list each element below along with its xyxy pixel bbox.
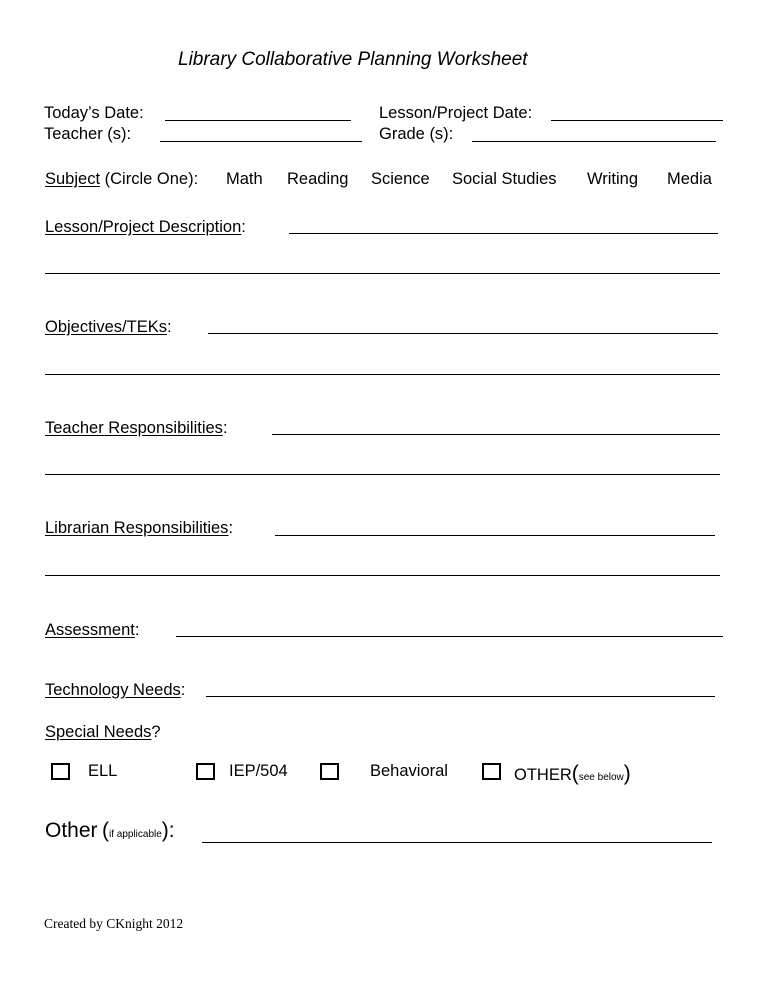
other-option-paren-open: ( [571,762,579,785]
special-needs-label [45,722,161,742]
librarian-resp-colon: : [228,519,234,537]
other-label-text: Other [45,819,98,842]
description-colon: : [241,218,246,236]
description-field-line-2[interactable] [45,273,720,274]
other-paren-open: ( [101,819,109,842]
subject-word: Subject [45,170,101,188]
other-field[interactable] [202,842,712,843]
other-option-note: see below [578,772,624,783]
technology-label [45,680,185,700]
other-label [45,818,175,848]
other-note: if applicable [108,829,162,840]
objectives-field-line-1[interactable] [208,333,718,334]
other-option-text: OTHER [514,766,572,784]
page-title: Library Collaborative Planning Worksheet [178,49,528,70]
footer-credit: Created by CKnight 2012 [44,916,184,931]
special-needs-suffix: ? [151,723,161,741]
technology-label-text: Technology Needs [45,681,181,699]
description-label-text: Lesson/Project Description [45,218,242,236]
ell-label: ELL [88,762,118,780]
subject-suffix: (Circle One): [104,170,199,188]
behavioral-label: Behavioral [370,762,448,780]
iep-checkbox[interactable] [196,763,215,780]
objectives-colon: : [166,318,172,336]
objectives-label [45,317,172,337]
librarian-resp-label-text: Librarian Responsibilities [45,519,229,537]
lesson-date-label: Lesson/Project Date: [379,104,533,122]
objectives-field-line-2[interactable] [45,374,720,375]
librarian-resp-field-line-2[interactable] [45,575,720,576]
technology-field[interactable] [206,696,715,697]
assessment-field[interactable] [176,636,723,637]
ell-checkbox[interactable] [51,763,70,780]
grade-label: Grade (s): [379,125,454,143]
other-option-paren-close: ) [623,762,631,785]
assessment-label [45,620,139,640]
assessment-colon: : [134,621,140,639]
objectives-label-text: Objectives/TEKs [45,318,167,336]
teacher-resp-label [45,418,228,438]
teacher-resp-field-line-2[interactable] [45,474,720,475]
behavioral-checkbox[interactable] [320,763,339,780]
subject-option-math[interactable]: Math [226,170,263,188]
technology-colon: : [180,681,186,699]
todays-date-field[interactable] [165,120,351,121]
assessment-label-text: Assessment [45,621,135,639]
other-option-label [514,764,631,788]
subject-option-social-studies[interactable]: Social Studies [452,170,557,188]
subject-option-reading[interactable]: Reading [287,170,349,188]
subject-option-science[interactable]: Science [371,170,430,188]
subject-option-writing[interactable]: Writing [587,170,639,188]
description-label [45,217,246,237]
librarian-resp-label [45,518,233,538]
teacher-field[interactable] [160,141,362,142]
teacher-label: Teacher (s): [44,125,132,143]
librarian-resp-field-line-1[interactable] [275,535,715,536]
description-field-line-1[interactable] [289,233,718,234]
other-paren-close: ): [161,819,175,842]
teacher-resp-field-line-1[interactable] [272,434,720,435]
special-needs-label-text: Special Needs [45,723,152,741]
lesson-date-field[interactable] [551,120,723,121]
iep-label: IEP/504 [229,762,288,780]
subject-option-media[interactable]: Media [667,170,712,188]
todays-date-label: Today’s Date: [44,104,144,122]
other-checkbox[interactable] [482,763,501,780]
teacher-resp-label-text: Teacher Responsibilities [45,419,223,437]
grade-field[interactable] [472,141,716,142]
subject-label [45,169,198,189]
teacher-resp-colon: : [222,419,228,437]
